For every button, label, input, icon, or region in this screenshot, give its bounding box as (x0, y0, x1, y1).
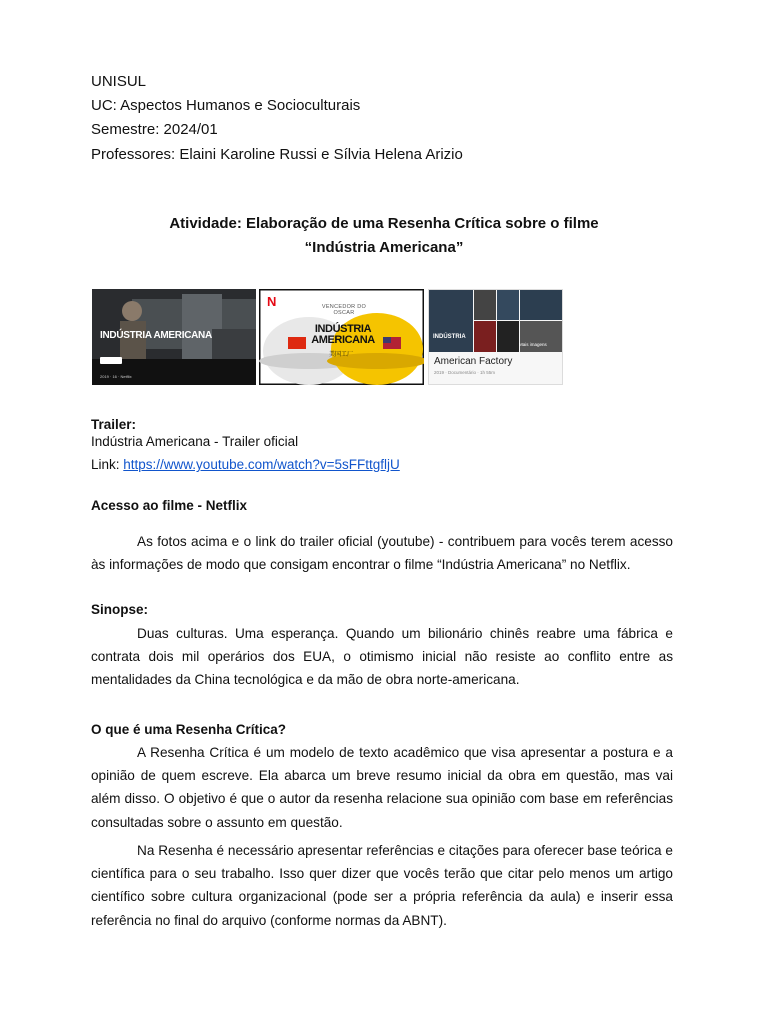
trailer-link-line (91, 455, 400, 475)
semester: Semestre: 2024/01 (91, 121, 218, 138)
thumbnail-meta: 2019 · 16 · Netflix (100, 374, 132, 379)
netflix-thumbnail-image (92, 289, 256, 385)
institution: UNISUL (91, 73, 147, 90)
netflix-logo-icon: N (267, 294, 277, 309)
card-meta: 2019 · Documentário · 1h 55m (434, 370, 496, 375)
review-heading: O que é uma Resenha Crítica? (91, 722, 287, 737)
link-label: Link: (91, 457, 124, 472)
professors: Professores: Elaini Karoline Russi e Sílvia Helena Arizio (91, 146, 463, 163)
synopsis-heading: Sinopse: (91, 602, 149, 617)
poster-chinese-title: 美国工厂 (329, 352, 354, 358)
card-caption: American Factory (434, 356, 513, 367)
review-paragraph-2 (91, 839, 673, 932)
synopsis-text: Duas culturas. Uma esperança. Quando um bilionário chinês reabre uma fábrica e contrata dois mil operários dos EUA, o otimismo inicial não resiste ao conflito entre as mentalidades da China tecnológica e da mão de obra norte-americana. (91, 626, 673, 688)
thumbnail-title: INDÚSTRIA AMERICANA (100, 330, 212, 341)
access-paragraph (91, 530, 673, 576)
poster-subtitle: VENCEDOR DO OSCAR (321, 304, 367, 316)
svg-text:INDÚSTRIA: INDÚSTRIA (433, 334, 466, 340)
access-heading: Acesso ao filme - Netflix (91, 498, 248, 513)
activity-title-line1: Atividade: Elaboração de uma Resenha Crítica sobre o filme (169, 215, 599, 232)
poster-title: INDÚSTRIA AMERICANA (311, 323, 375, 346)
activity-title-line2: “Indústria Americana” (304, 239, 464, 256)
access-text: As fotos acima e o link do trailer oficial (youtube) - contribuem para vocês terem acesso às informações de modo que consigam encontrar o filme “Indústria Americana” no Netflix. (91, 534, 673, 573)
trailer-heading: Trailer: (91, 417, 137, 432)
google-card-image (428, 289, 563, 385)
review-text-1: A Resenha Crítica é um modelo de texto acadêmico que visa apresentar a postura e a opinião de quem escreve. Ela abarca um breve resumo inicial da obra em questão, mas vai além disso. O objetivo é que o autor da resenha relacione sua opinião com base em referências consultadas sobre o assunto em questão. (91, 745, 673, 830)
synopsis-paragraph (91, 622, 673, 692)
play-button-icon (100, 357, 122, 364)
trailer-link[interactable]: https://www.youtube.com/watch?v=5sFFttgfljU (123, 457, 400, 472)
more-images-label: Mais imagens (519, 342, 547, 347)
review-text-2: Na Resenha é necessário apresentar referências e citações para oferecer base teórica e científica para o seu trabalho. Isso quer dizer que vocês terão que citar pelo menos um artigo científico sobre cultura organizacional (pode ser a própria referência da aula) e inserir essa referência no final do arquivo (conforme normas da ABNT). (91, 843, 673, 928)
review-paragraph-1 (91, 741, 673, 834)
trailer-name: Indústria Americana - Trailer oficial (91, 434, 299, 449)
oscar-poster-image (259, 289, 424, 385)
course-unit: UC: Aspectos Humanos e Socioculturais (91, 97, 361, 114)
